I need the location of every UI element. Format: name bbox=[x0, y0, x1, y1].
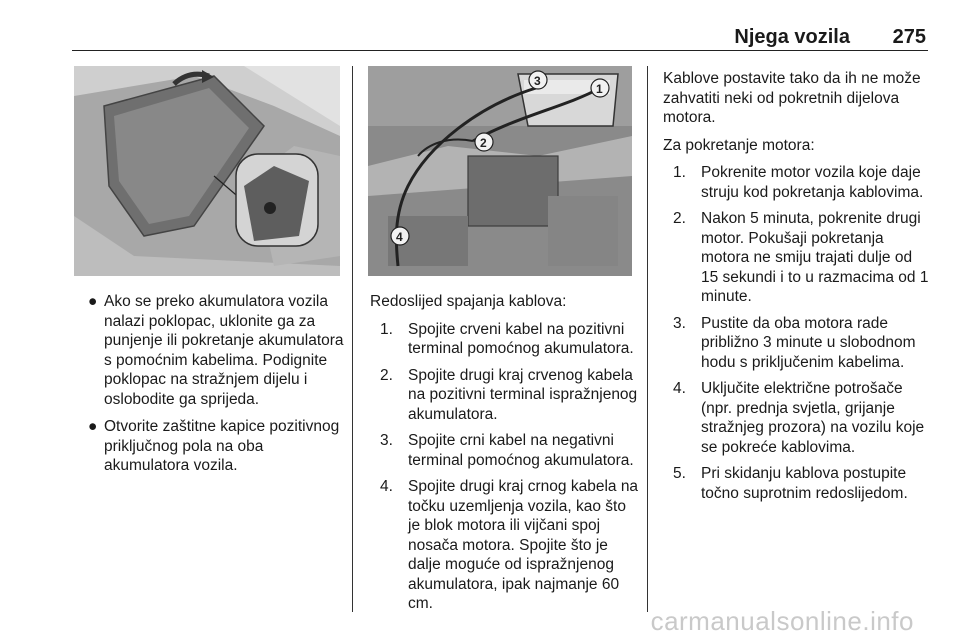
connection-order-intro: Redoslijed spajanja kablova: bbox=[370, 293, 567, 310]
bullet-icon: ● bbox=[88, 418, 98, 435]
right-column bbox=[663, 69, 931, 510]
list-item: 2. Spojite drugi kraj crvenog kabela na pozitivni terminal ispražnjenog akumulatora. bbox=[380, 366, 638, 423]
left-column bbox=[82, 292, 344, 484]
list-item: 4. Uključite električne potrošače (npr. prednja svjetla, grijanje stražnjeg prozora) na vozilu koje se pokreće kablovima. bbox=[673, 380, 925, 456]
column-divider-1 bbox=[352, 66, 353, 612]
figure-battery-cover bbox=[74, 66, 340, 276]
bullet-item: ● Ako se preko akumulatora vozila nalazi poklopac, uklonite ga za punjenje ili pokretanje akumulatora s pomoćnim kabelima. Podignite poklopac na stražnjem dijelu i oslobodite ga sprijeda. bbox=[88, 293, 344, 408]
list-item: 5. Pri skidanju kablova postupite točno suprotnim redoslijedom. bbox=[673, 465, 908, 502]
middle-column bbox=[370, 292, 640, 621]
page-title: Njega vozila bbox=[734, 26, 850, 48]
list-item: 3. Spojite crni kabel na negativni terminal pomoćnog akumulatora. bbox=[380, 432, 634, 469]
callout-1: 1 bbox=[596, 82, 603, 96]
callout-3: 3 bbox=[534, 74, 541, 88]
page-header bbox=[72, 18, 928, 51]
page-number: 275 bbox=[892, 26, 926, 48]
figure-jump-start-cables bbox=[368, 66, 632, 276]
callout-4: 4 bbox=[396, 230, 403, 244]
bullet-item: ● Otvorite zaštitne kapice pozitivnog priključnog pola na oba akumulatora vozila. bbox=[88, 418, 340, 474]
list-item: 4. Spojite drugi kraj crnog kabela na točku uzemljenja vozila, kao što je blok motora ili vijčani spoj nosača motora. Spojite što je dalje moguće od ispražnjenog akumulatora, ipak najmanje 60 cm. bbox=[380, 478, 639, 612]
list-item: 2. Nakon 5 minuta, pokrenite drugi motor. Pokušaji pokretanja motora ne smiju trajati dulje od 15 sekundi i to u razmacima od 1 minute. bbox=[673, 210, 929, 305]
list-item: 1. Pokrenite motor vozila koje daje struju kod pokretanja kablovima. bbox=[673, 164, 924, 201]
start-engine-intro: Za pokretanje motora: bbox=[663, 136, 815, 154]
bullet-icon: ● bbox=[88, 293, 98, 310]
list-item: 1. Spojite crveni kabel na pozitivni terminal pomoćnog akumulatora. bbox=[380, 320, 634, 357]
column-divider-2 bbox=[647, 66, 648, 612]
watermark: carmanualsonline.info bbox=[650, 606, 914, 636]
cable-placement-note: Kablove postavite tako da ih ne može zahvatiti neki od pokretnih dijelova motora. bbox=[663, 70, 921, 126]
list-item: 3. Pustite da oba motora rade približno 3 minute u slobodnom hodu s priključenim kabelima. bbox=[673, 314, 916, 371]
callout-2: 2 bbox=[480, 136, 487, 150]
